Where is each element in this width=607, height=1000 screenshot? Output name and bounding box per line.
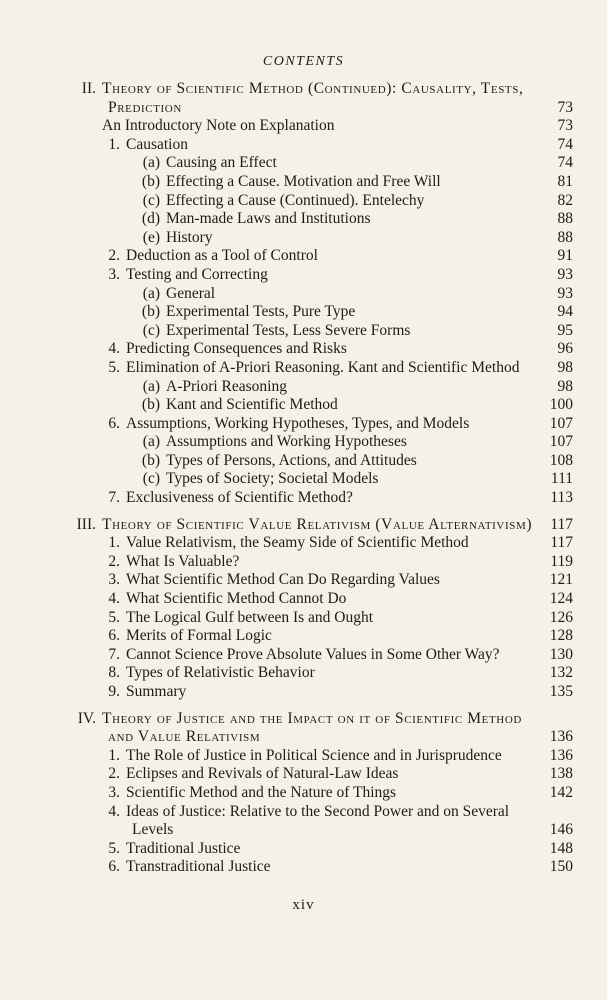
entry-number: 5. bbox=[108, 358, 120, 376]
entry-number: 3. bbox=[108, 783, 120, 801]
entry-page: 74 bbox=[557, 154, 573, 172]
chapter-heading-row-continued bbox=[70, 99, 573, 118]
entry-title: Merits of Formal Logic bbox=[126, 627, 272, 645]
entry-title: History bbox=[166, 228, 213, 246]
toc-entry-continued bbox=[70, 821, 573, 840]
toc-entry bbox=[70, 340, 573, 359]
entry-title: Eclipses and Revivals of Natural-Law Ideas bbox=[126, 765, 399, 783]
entry-page: 81 bbox=[557, 172, 573, 190]
entry-number: 9. bbox=[108, 683, 120, 700]
toc-entry bbox=[70, 803, 573, 822]
chapter-title: Theory of Justice and the Impact on it of Scientific Method bbox=[102, 709, 522, 727]
chapter-page: 73 bbox=[557, 98, 573, 116]
entry-page: 93 bbox=[557, 265, 573, 283]
entry-number: (c) bbox=[142, 470, 160, 488]
toc-entry bbox=[70, 322, 573, 341]
entry-title: Testing and Correcting bbox=[126, 265, 268, 283]
entry-title: Scientific Method and the Nature of Things bbox=[126, 783, 397, 801]
entry-page: 150 bbox=[549, 858, 573, 876]
entry-page: 130 bbox=[549, 645, 573, 663]
entry-title: Man-made Laws and Institutions bbox=[166, 210, 371, 228]
toc-entry bbox=[70, 154, 573, 173]
toc-entry bbox=[70, 609, 573, 628]
entry-title: Causing an Effect bbox=[166, 154, 277, 172]
toc-entry bbox=[70, 173, 573, 192]
entry-page: 113 bbox=[550, 489, 573, 507]
toc-entry bbox=[70, 396, 573, 415]
toc-entry bbox=[70, 489, 573, 508]
toc-entry bbox=[70, 266, 573, 285]
entry-title: The Role of Justice in Political Science and in Jurisprudence bbox=[126, 746, 502, 764]
toc-entry bbox=[70, 534, 573, 553]
chapter-page: 136 bbox=[549, 728, 573, 746]
entry-page: 94 bbox=[557, 303, 573, 321]
entry-title: Predicting Consequences and Risks bbox=[126, 340, 347, 358]
entry-number: (a) bbox=[142, 284, 160, 302]
toc-entry bbox=[70, 117, 573, 136]
entry-page: 128 bbox=[549, 627, 573, 645]
entry-number: 3. bbox=[108, 571, 120, 589]
entry-title: What Is Valuable? bbox=[126, 552, 240, 570]
chapter-title-continued: Prediction bbox=[108, 98, 182, 116]
entry-page: 117 bbox=[550, 534, 573, 552]
entry-page: 107 bbox=[549, 433, 573, 451]
entry-number: 5. bbox=[108, 608, 120, 626]
entry-number: 6. bbox=[108, 858, 120, 876]
entry-title-continued: Levels bbox=[132, 821, 174, 839]
entry-title: An Introductory Note on Explanation bbox=[102, 117, 335, 135]
toc-entry bbox=[70, 683, 573, 702]
entry-page: 91 bbox=[557, 247, 573, 265]
chapter-numeral: II. bbox=[81, 80, 96, 97]
entry-page: 136 bbox=[549, 746, 573, 764]
toc-entry bbox=[70, 765, 573, 784]
toc-entry bbox=[70, 553, 573, 572]
toc-entry bbox=[70, 590, 573, 609]
entry-page: 88 bbox=[557, 228, 573, 246]
entry-number: 1. bbox=[108, 746, 120, 764]
entry-number: 4. bbox=[108, 802, 120, 820]
entry-title: Kant and Scientific Method bbox=[166, 396, 338, 414]
entry-page: 96 bbox=[557, 340, 573, 358]
entry-title: Exclusiveness of Scientific Method? bbox=[126, 489, 353, 507]
entry-number: (d) bbox=[141, 210, 160, 228]
toc-entry bbox=[70, 858, 573, 877]
entry-title: Types of Relativistic Behavior bbox=[126, 664, 315, 682]
entry-number: 4. bbox=[108, 590, 120, 608]
entry-number: 2. bbox=[108, 247, 120, 265]
chapter-page: 117 bbox=[550, 515, 573, 533]
running-head: CONTENTS bbox=[262, 54, 345, 69]
entry-title: Assumptions, Working Hypotheses, Types, and Models bbox=[126, 414, 470, 432]
entry-page: 74 bbox=[557, 135, 573, 153]
entry-number: 6. bbox=[108, 414, 120, 432]
page-folio: xiv bbox=[292, 897, 315, 913]
entry-page: 82 bbox=[557, 191, 573, 209]
table-of-contents bbox=[70, 80, 573, 877]
entry-number: 4. bbox=[108, 340, 120, 358]
toc-entry bbox=[70, 359, 573, 378]
toc-entry bbox=[70, 378, 573, 397]
entry-page: 135 bbox=[549, 683, 573, 700]
entry-title: Elimination of A-Priori Reasoning. Kant and Scientific Method bbox=[126, 358, 520, 376]
chapter-title: Theory of Scientific Value Relativism (Value Alternativism) bbox=[102, 515, 533, 533]
toc-entry bbox=[70, 247, 573, 266]
toc-entry bbox=[70, 136, 573, 155]
entry-page: 119 bbox=[550, 552, 573, 570]
entry-page: 121 bbox=[549, 571, 573, 589]
entry-page: 107 bbox=[549, 414, 573, 432]
entry-number: (a) bbox=[142, 377, 160, 395]
entry-page: 100 bbox=[549, 396, 573, 414]
chapter-heading-row bbox=[70, 710, 573, 729]
entry-title: Cannot Science Prove Absolute Values in Some Other Way? bbox=[126, 645, 500, 663]
entry-number: (b) bbox=[141, 172, 160, 190]
entry-page: 111 bbox=[550, 470, 573, 488]
chapter-numeral: III. bbox=[76, 515, 96, 533]
chapter-title: Theory of Scientific Method (Continued): Causality, Tests, bbox=[102, 80, 524, 97]
entry-page: 126 bbox=[549, 608, 573, 626]
toc-entry bbox=[70, 747, 573, 766]
entry-title: What Scientific Method Can Do Regarding Values bbox=[126, 571, 440, 589]
chapter-numeral: IV. bbox=[77, 709, 96, 727]
entry-title: Experimental Tests, Pure Type bbox=[166, 303, 356, 321]
entry-title: Assumptions and Working Hypotheses bbox=[166, 433, 407, 451]
entry-page: 98 bbox=[557, 377, 573, 395]
entry-number: 1. bbox=[108, 135, 120, 153]
entry-page: 88 bbox=[557, 210, 573, 228]
entry-page: 95 bbox=[557, 321, 573, 339]
entry-page: 132 bbox=[549, 664, 573, 682]
entry-title: Causation bbox=[126, 135, 188, 153]
toc-entry bbox=[70, 210, 573, 229]
entry-page: 138 bbox=[549, 765, 573, 783]
entry-title: Summary bbox=[126, 683, 187, 700]
toc-entry bbox=[70, 229, 573, 248]
toc-entry bbox=[70, 784, 573, 803]
chapter-heading-row-continued bbox=[70, 728, 573, 747]
entry-number: 8. bbox=[108, 664, 120, 682]
entry-number: 1. bbox=[108, 534, 120, 552]
entry-number: 7. bbox=[108, 645, 120, 663]
toc-entry bbox=[70, 192, 573, 211]
entry-number: 3. bbox=[108, 265, 120, 283]
toc-entry bbox=[70, 664, 573, 683]
entry-number: 5. bbox=[108, 839, 120, 857]
entry-title: Deduction as a Tool of Control bbox=[126, 247, 318, 265]
entry-page: 148 bbox=[549, 839, 573, 857]
entry-page: 124 bbox=[549, 590, 573, 608]
chapter-gap bbox=[70, 702, 573, 710]
entry-title: A-Priori Reasoning bbox=[166, 377, 287, 395]
entry-number: 2. bbox=[108, 765, 120, 783]
toc-entry bbox=[70, 303, 573, 322]
entry-title: Transtraditional Justice bbox=[126, 858, 271, 876]
entry-number: 2. bbox=[108, 552, 120, 570]
entry-title: Value Relativism, the Seamy Side of Scientific Method bbox=[126, 534, 469, 552]
entry-page: 93 bbox=[557, 284, 573, 302]
toc-entry bbox=[70, 646, 573, 665]
toc-entry bbox=[70, 452, 573, 471]
toc-entry bbox=[70, 285, 573, 304]
toc-entry bbox=[70, 840, 573, 859]
entry-title: Effecting a Cause (Continued). Entelechy bbox=[166, 191, 425, 209]
toc-entry bbox=[70, 627, 573, 646]
entry-number: (c) bbox=[142, 321, 160, 339]
entry-page: 98 bbox=[557, 358, 573, 376]
toc-entry bbox=[70, 470, 573, 489]
chapter-gap bbox=[70, 508, 573, 516]
entry-number: (b) bbox=[141, 303, 160, 321]
chapter-heading-row bbox=[70, 516, 573, 535]
entry-title: What Scientific Method Cannot Do bbox=[126, 590, 347, 608]
entry-number: (b) bbox=[141, 451, 160, 469]
entry-title: General bbox=[166, 284, 216, 302]
toc-entry bbox=[70, 433, 573, 452]
entry-number: 7. bbox=[108, 489, 120, 507]
entry-number: (b) bbox=[141, 396, 160, 414]
entry-number: (c) bbox=[142, 191, 160, 209]
entry-number: (e) bbox=[142, 228, 160, 246]
entry-page: 142 bbox=[549, 783, 573, 801]
entry-page: 73 bbox=[557, 117, 573, 135]
entry-title: The Logical Gulf between Is and Ought bbox=[126, 608, 374, 626]
entry-title: Ideas of Justice: Relative to the Second Power and on Several bbox=[126, 802, 510, 820]
entry-title: Types of Persons, Actions, and Attitudes bbox=[166, 451, 417, 469]
entry-number: (a) bbox=[142, 433, 160, 451]
entry-page: 108 bbox=[549, 451, 573, 469]
entry-title: Experimental Tests, Less Severe Forms bbox=[166, 321, 411, 339]
entry-title: Types of Society; Societal Models bbox=[166, 470, 379, 488]
toc-entry bbox=[70, 571, 573, 590]
entry-number: 6. bbox=[108, 627, 120, 645]
entry-page: 146 bbox=[549, 821, 573, 839]
entry-number: (a) bbox=[142, 154, 160, 172]
entry-title: Traditional Justice bbox=[126, 839, 241, 857]
entry-title: Effecting a Cause. Motivation and Free Will bbox=[166, 172, 441, 190]
chapter-heading-row bbox=[70, 80, 573, 99]
chapter-title-continued: and Value Relativism bbox=[108, 728, 261, 746]
toc-entry bbox=[70, 415, 573, 434]
